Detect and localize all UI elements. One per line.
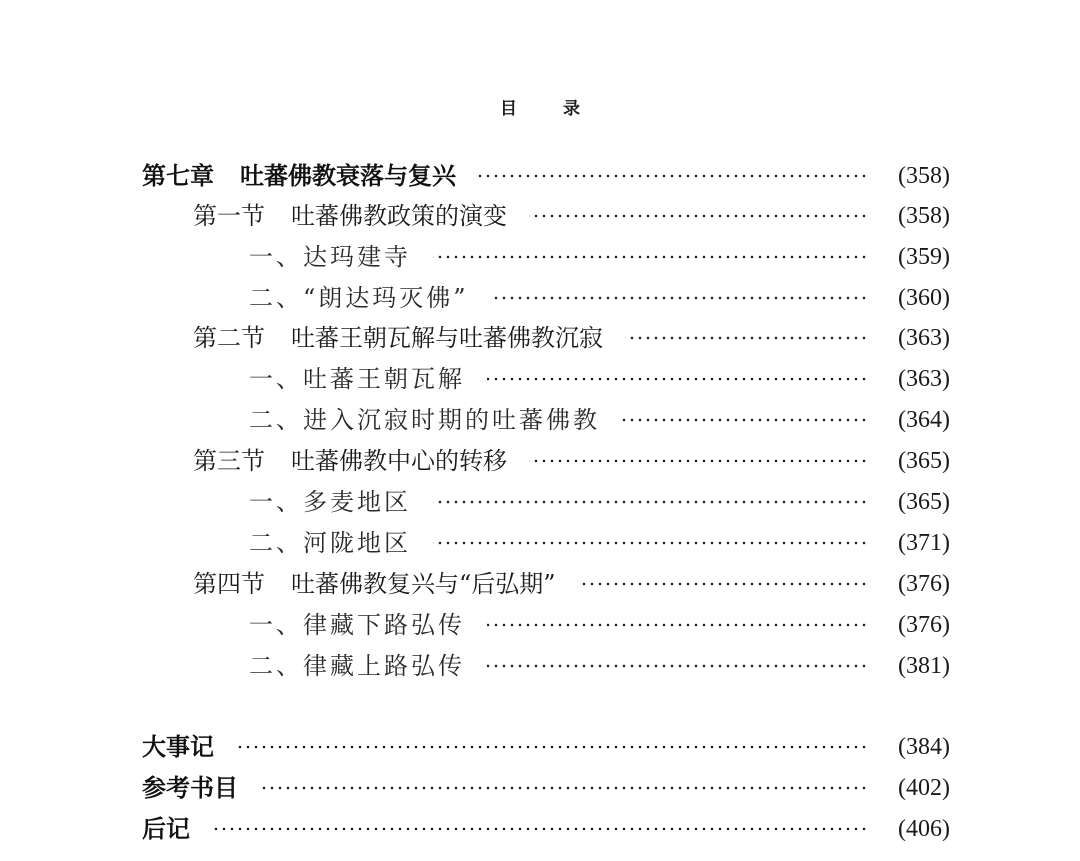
toc-entry-item [0,646,1080,686]
toc-entry-text: 吐蕃佛教中心的转移 [291,447,507,475]
toc-entry-item [0,278,1080,318]
toc-entry-text: 吐蕃王朝瓦解与吐蕃佛教沉寂 [291,324,603,352]
toc-entry-section [0,318,1080,358]
toc-entry-title [193,196,507,236]
toc-entry-title [249,523,411,563]
toc-entry-item [0,605,1080,645]
page-number: (376) [898,571,950,597]
page-number: (364) [898,407,950,433]
page-heading: 目 录 [500,99,600,119]
page-number: (363) [898,366,950,392]
toc-entry-label: 一、 [249,365,303,393]
toc-entry-item [0,237,1080,277]
dot-leader [487,664,868,668]
toc-entry-title [249,605,465,645]
toc-entry-title [249,482,411,522]
toc-entry-title [249,400,600,440]
page-number: (363) [898,325,950,351]
toc-entry-title [249,237,411,277]
toc-entry-title [249,359,465,399]
toc-entry-text: 吐蕃王朝瓦解 [303,365,465,393]
toc-entry-chapter [0,809,1080,849]
toc-entry-text: 吐蕃佛教复兴与“后弘期” [291,570,556,598]
toc-entry-title [142,727,214,767]
dot-leader [487,623,868,627]
toc-entry-item [0,400,1080,440]
page-number: (365) [898,448,950,474]
page-number: (359) [898,244,950,270]
toc-entry-chapter [0,727,1080,767]
toc-entry-title [193,441,507,481]
page-number: (406) [898,816,950,842]
dot-leader [487,377,868,381]
toc-entry-text: 参考书目 [142,774,238,802]
toc-entry-chapter [0,156,1080,196]
dot-leader [260,786,868,790]
dot-leader [212,827,868,831]
toc-entry-text: 吐蕃佛教政策的演变 [291,202,507,230]
page-number: (384) [898,734,950,760]
toc-entry-text: 大事记 [142,733,214,761]
toc-entry-label: 第二节 [193,324,265,352]
toc-entry-item [0,523,1080,563]
dot-leader [625,336,868,340]
toc-entry-title [249,646,465,686]
toc-entry-label: 一、 [249,488,303,516]
toc-entry-text: 吐蕃佛教衰落与复兴 [240,162,456,190]
toc-entry-label: 二、 [249,529,303,557]
toc-entry-text: 多麦地区 [303,488,411,516]
toc-entry-text: 律藏下路弘传 [303,611,465,639]
toc-entry-text: 后记 [142,815,190,843]
page-number: (360) [898,285,950,311]
toc-entry-label: 二、 [249,406,303,434]
toc-entry-chapter [0,768,1080,808]
page-number: (358) [898,203,950,229]
toc-entry-label: 二、 [249,284,303,312]
toc-entry-section [0,564,1080,604]
toc-entry-title [193,318,603,358]
toc-entry-label: 第四节 [193,570,265,598]
toc-entry-label: 第一节 [193,202,265,230]
dot-leader [433,541,868,545]
toc-entry-text: 达玛建寺 [303,243,411,271]
dot-leader [622,418,868,422]
page-number: (381) [898,653,950,679]
page-number: (402) [898,775,950,801]
toc-entry-text: “朗达玛灭佛” [303,284,469,312]
toc-entry-label: 二、 [249,652,303,680]
toc-entry-label: 一、 [249,611,303,639]
toc-entry-label: 第三节 [193,447,265,475]
toc-entry-title [142,809,190,849]
dot-leader [433,255,868,259]
toc-entry-text: 河陇地区 [303,529,411,557]
dot-leader [529,459,868,463]
toc-entry-title [249,278,469,318]
toc-entry-label: 一、 [249,243,303,271]
dot-leader [433,500,868,504]
page-number: (358) [898,163,950,189]
dot-leader [578,582,868,586]
dot-leader [491,296,868,300]
page-number: (376) [898,612,950,638]
toc-entry-item [0,359,1080,399]
toc-entry-label: 第七章 [142,162,214,190]
dot-leader [529,214,868,218]
page-number: (371) [898,530,950,556]
toc-entry-text: 律藏上路弘传 [303,652,465,680]
toc-entry-section [0,441,1080,481]
toc-entry-text: 进入沉寂时期的吐蕃佛教 [303,406,600,434]
page-number: (365) [898,489,950,515]
toc-entry-section [0,196,1080,236]
dot-leader [478,174,868,178]
toc-entry-item [0,482,1080,522]
dot-leader [236,745,868,749]
toc-entry-title [142,768,238,808]
toc-entry-title [193,564,556,604]
toc-entry-title [142,156,456,196]
